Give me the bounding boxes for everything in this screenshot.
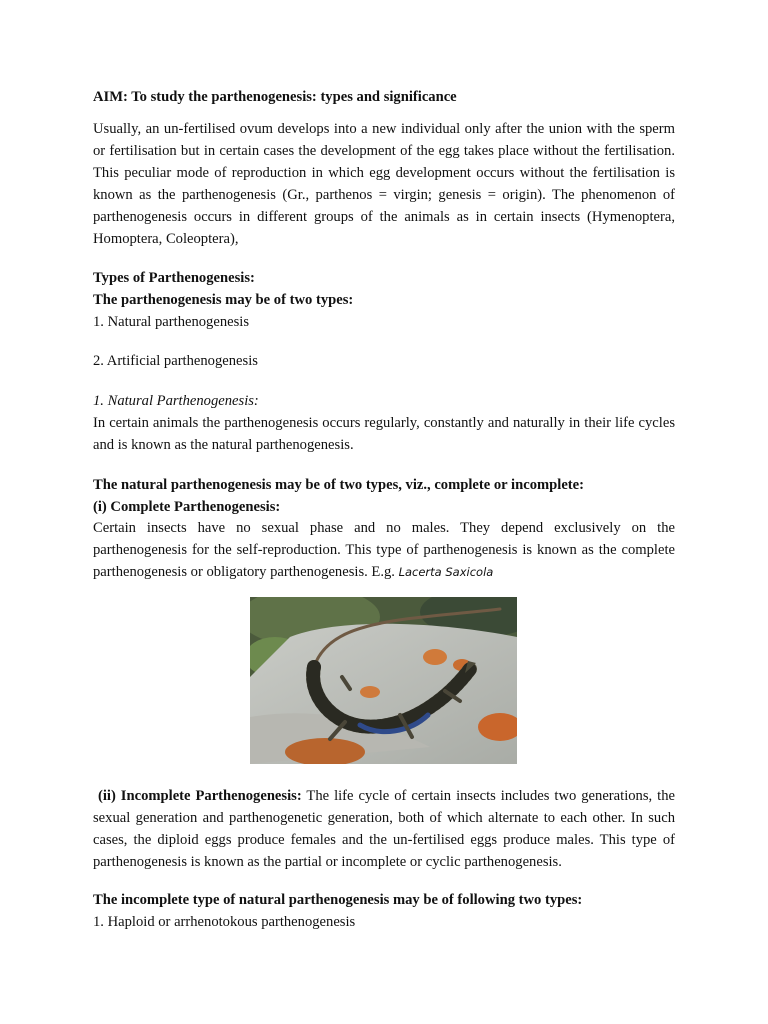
complete-example: Lacerta Saxicola — [398, 565, 494, 579]
type-natural-item: 1. Natural parthenogenesis — [93, 314, 250, 330]
intro-paragraph: Usually, an un-fertilised ovum develops into a new individual only after the union with the sperm or fertilisation but in certain cases the development of the egg takes place without the fertilisation. This peculiar mode of reproduction in which egg development occurs without the fertilisation is known as the parthenogenesis (Gr., parthenos = virgin; genesis = origin). The phenomenon of parthenogenesis occurs in different groups of the animals as in certain insects (Hymenoptera, Homoptera, Coleoptera), — [93, 121, 675, 247]
lizard-photo — [250, 597, 517, 764]
incomplete-heading: (ii) Incomplete Parthenogenesis: — [97, 788, 302, 804]
incomplete-paragraph — [93, 785, 675, 873]
complete-paragraph — [93, 517, 675, 583]
incomplete-text: The life cycle of certain insects includes two generations, the sexual generation and parthenogenetic generation, both of which alternate to each other. In such cases, the diploid eggs produce females and the un-fertilised eggs produce males. This type of parthenogenesis is known as the partial or incomplete or cyclic parthenogenesis. — [93, 788, 675, 870]
natural-heading: 1. Natural Parthenogenesis: — [93, 393, 259, 409]
incomplete-types-heading: The incomplete type of natural parthenogenesis may be of following two types: — [93, 892, 583, 908]
natural-paragraph: In certain animals the parthenogenesis occurs regularly, constantly and naturally in their life cycles and is known as the natural parthenogenesis. — [93, 415, 675, 453]
type-artificial-item: 2. Artificial parthenogenesis — [93, 353, 258, 369]
aim-heading: AIM: To study the parthenogenesis: types and significance — [93, 89, 457, 105]
types-heading: Types of Parthenogenesis: — [93, 270, 255, 286]
haploid-item: 1. Haploid or arrhenotokous parthenogenesis — [93, 914, 356, 930]
natural-types-heading: The natural parthenogenesis may be of two types, viz., complete or incomplete: — [93, 477, 584, 493]
complete-text: Certain insects have no sexual phase and no males. They depend exclusively on the parthenogenesis for the self-reproduction. This type of parthenogenesis is known as the complete parthenogenesis or obligatory parthenogenesis. E.g. — [93, 520, 675, 580]
complete-heading: (i) Complete Parthenogenesis: — [93, 499, 281, 515]
types-subheading: The parthenogenesis may be of two types: — [93, 292, 354, 308]
